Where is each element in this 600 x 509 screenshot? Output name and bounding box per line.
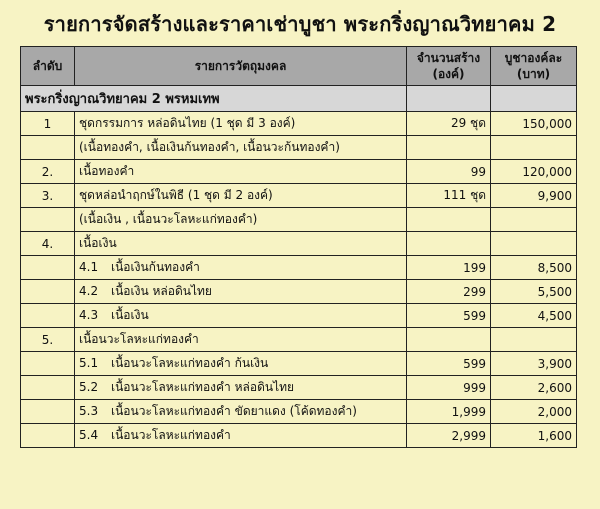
- row-item: [75, 232, 407, 256]
- row-price: 1,600: [491, 424, 577, 448]
- row-price: [491, 232, 577, 256]
- row-item: [75, 208, 407, 232]
- row-item-text: (เนื้อเงิน , เนื้อนวะโลหะแก่ทองคำ): [79, 212, 258, 226]
- row-no: 5.: [21, 328, 75, 352]
- row-item: [75, 424, 407, 448]
- row-item-text: ชุดหล่อนำฤกษ์ในพิธี (1 ชุด มี 2 องค์): [79, 188, 273, 202]
- row-price: 120,000: [491, 160, 577, 184]
- row-price: 9,900: [491, 184, 577, 208]
- row-price: [491, 136, 577, 160]
- page-title: รายการจัดสร้างและราคาเช่าบูชา พระกริ่งญาณวิทยาคม 2: [43, 12, 557, 36]
- section-qty: [407, 86, 491, 112]
- row-price: 2,600: [491, 376, 577, 400]
- row-subno: 5.1: [79, 356, 99, 370]
- row-no: [21, 304, 75, 328]
- row-qty: 111 ชุด: [407, 184, 491, 208]
- table-row: [21, 352, 577, 376]
- section-price: [491, 86, 577, 112]
- table-row: [21, 160, 577, 184]
- row-no: [21, 280, 75, 304]
- row-price: 4,500: [491, 304, 577, 328]
- row-item-text: เนื้อเงิน: [111, 308, 149, 322]
- row-item: [75, 184, 407, 208]
- table-row: [21, 304, 577, 328]
- row-price: 150,000: [491, 112, 577, 136]
- row-item: [75, 328, 407, 352]
- row-item: [75, 280, 407, 304]
- row-no: [21, 208, 75, 232]
- row-subno: 5.2: [79, 380, 99, 394]
- table-row: [21, 376, 577, 400]
- row-item: [75, 352, 407, 376]
- section-title: พระกริ่งญาณวิทยาคม 2 พรหมเทพ: [21, 86, 407, 112]
- table-row: [21, 184, 577, 208]
- row-qty: [407, 208, 491, 232]
- table-row: [21, 136, 577, 160]
- table-row: [21, 256, 577, 280]
- section-row: [21, 86, 577, 112]
- row-no: 1: [21, 112, 75, 136]
- row-item-text: ชุดกรรมการ หล่อดินไทย (1 ชุด มี 3 องค์): [79, 116, 296, 130]
- header-row: [21, 47, 577, 86]
- row-qty: 1,999: [407, 400, 491, 424]
- row-no: [21, 352, 75, 376]
- row-item-text: เนื้อทองคำ: [79, 164, 135, 178]
- row-item-text: เนื้อนวะโลหะแก่ทองคำ หล่อดินไทย: [111, 380, 295, 394]
- row-no: [21, 424, 75, 448]
- row-subno: 5.4: [79, 428, 99, 442]
- row-price: 5,500: [491, 280, 577, 304]
- row-qty: 599: [407, 352, 491, 376]
- row-item: [75, 376, 407, 400]
- row-no: 4.: [21, 232, 75, 256]
- table-row: [21, 424, 577, 448]
- table-row: [21, 112, 577, 136]
- row-item: [75, 160, 407, 184]
- row-qty: 99: [407, 160, 491, 184]
- row-item: [75, 112, 407, 136]
- row-item-text: เนื้อนวะโลหะแก่ทองคำ ขัดยาแดง (โค้ดทองคำ): [111, 404, 357, 418]
- row-subno: 4.2: [79, 284, 99, 298]
- row-subno: 4.3: [79, 308, 99, 322]
- row-no: [21, 256, 75, 280]
- row-item: [75, 256, 407, 280]
- row-qty: [407, 232, 491, 256]
- row-qty: 29 ชุด: [407, 112, 491, 136]
- row-item-text: เนื้อนวะโลหะแก่ทองคำ: [79, 332, 199, 346]
- row-item-text: เนื้อนวะโลหะแก่ทองคำ ก้นเงิน: [111, 356, 269, 370]
- row-qty: [407, 328, 491, 352]
- row-subno: 4.1: [79, 260, 99, 274]
- table-row: [21, 208, 577, 232]
- table-row: [21, 280, 577, 304]
- row-item: [75, 400, 407, 424]
- table-row: [21, 232, 577, 256]
- row-price: [491, 208, 577, 232]
- row-no: 3.: [21, 184, 75, 208]
- header-item: รายการวัตถุมงคล: [75, 47, 407, 86]
- row-no: [21, 136, 75, 160]
- row-price: 2,000: [491, 400, 577, 424]
- row-price: 3,900: [491, 352, 577, 376]
- row-item-text: เนื้อนวะโลหะแก่ทองคำ: [111, 428, 231, 442]
- table-row: [21, 400, 577, 424]
- row-qty: 599: [407, 304, 491, 328]
- row-item: [75, 304, 407, 328]
- row-no: 2.: [21, 160, 75, 184]
- row-item-text: เนื้อเงินก้นทองคำ: [111, 260, 200, 274]
- row-no: [21, 376, 75, 400]
- row-qty: 2,999: [407, 424, 491, 448]
- row-item-text: (เนื้อทองคำ, เนื้อเงินก้นทองคำ, เนื้อนวะก้นทองคำ): [79, 140, 340, 154]
- row-item-text: เนื้อเงิน: [79, 236, 117, 250]
- row-price: [491, 328, 577, 352]
- header-no: ลำดับ: [21, 47, 75, 86]
- row-qty: 199: [407, 256, 491, 280]
- header-qty: จำนวนสร้าง (องค์): [407, 47, 491, 86]
- table-row: [21, 328, 577, 352]
- row-price: 8,500: [491, 256, 577, 280]
- row-qty: [407, 136, 491, 160]
- price-table: [20, 46, 577, 448]
- row-no: [21, 400, 75, 424]
- row-qty: 299: [407, 280, 491, 304]
- row-subno: 5.3: [79, 404, 99, 418]
- row-item: [75, 136, 407, 160]
- header-price: บูชาองค์ละ (บาท): [491, 47, 577, 86]
- row-item-text: เนื้อเงิน หล่อดินไทย: [111, 284, 212, 298]
- row-qty: 999: [407, 376, 491, 400]
